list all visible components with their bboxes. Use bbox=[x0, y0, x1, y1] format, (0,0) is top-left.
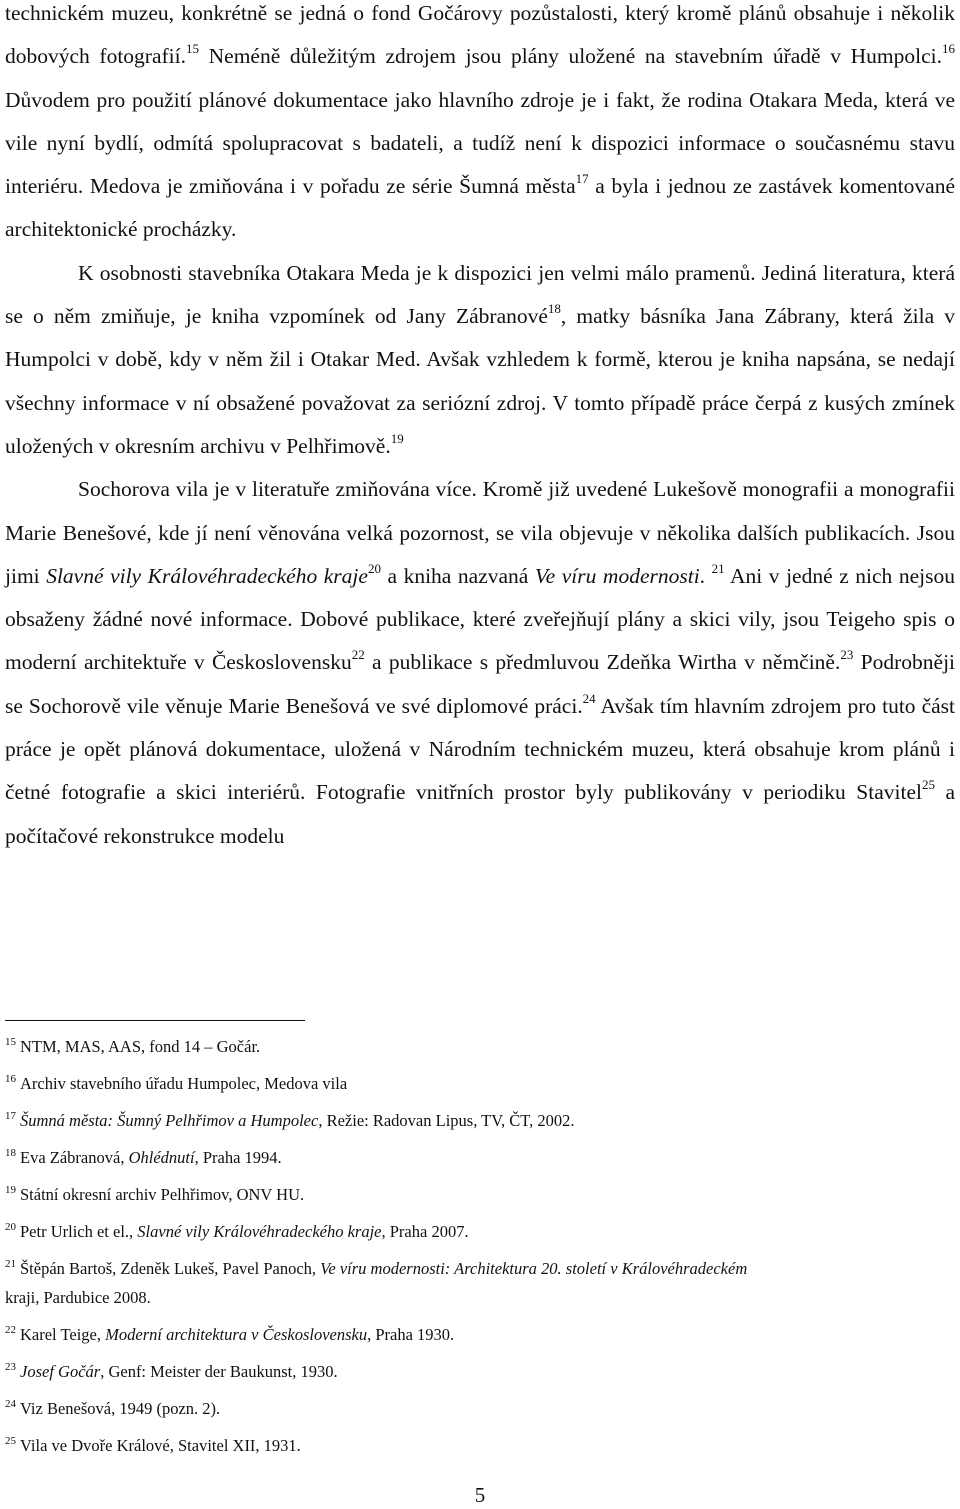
body-text bbox=[5, 0, 955, 858]
footnote-marker-19[interactable]: 19 bbox=[390, 430, 404, 446]
footnote-21-continuation: kraji, Pardubice 2008. bbox=[5, 1288, 151, 1307]
footnote-separator bbox=[5, 1020, 305, 1021]
footnote-marker-22[interactable]: 22 bbox=[351, 647, 365, 663]
footnote-18: $^{18}$ Eva Zábranová, Ohlédnutí, Praha 1994. bbox=[5, 1147, 282, 1167]
footnote-23: $^{23}$ Josef Gočár, Genf: Meister der Baukunst, 1930. bbox=[5, 1361, 338, 1381]
footnote-25: $^{25}$ Vila ve Dvoře Králové, Stavitel XII, 1931. bbox=[5, 1435, 301, 1455]
footnote-16: $^{16}$ Archiv stavebního úřadu Humpolec, Medova vila bbox=[5, 1073, 348, 1093]
footnote-24: $^{24}$ Viz Benešová, 1949 (pozn. 2). bbox=[5, 1398, 221, 1418]
page-number: 5 bbox=[474, 1483, 486, 1507]
footnote-marker-20[interactable]: 20 bbox=[367, 560, 381, 576]
footnote-marker-17[interactable]: 17 bbox=[575, 171, 589, 187]
footnote-marker-25[interactable]: 25 bbox=[921, 777, 935, 793]
paragraph-1: technickém muzeu, konkrétně se jedná o fond Gočárovy pozůstalosti, který kromě plánů obsahuje i několik dobových fotografií.$^{15}$ Neméně důležitým zdrojem jsou plány uložené na stavebním úřadě v Humpolci.$^{16}$ Důvodem pro použití plánové dokumentace jako hlavního zdroje je i fakt, že rodina Otakara Meda, která ve vile nyní bydlí, odmítá spolupracovat s badateli, a tudíž není k dispozici informace o současnému stavu interiéru. Medova je zmiňována i v pořadu ze série Šumná města$^{17}$ a byla i jednou ze zastávek komentované architektonické procházky. bbox=[5, 1, 955, 242]
footnote-marker-16[interactable]: 16 bbox=[941, 41, 955, 57]
book-title-ve-viru-modernosti: Ve víru modernosti bbox=[534, 563, 700, 588]
footnote-marker-21[interactable]: 21 bbox=[711, 560, 725, 576]
book-title-slavne-vily: Slavné vily Královéhradeckého kraje bbox=[46, 563, 368, 588]
footnotes bbox=[5, 1028, 955, 1464]
paragraph-2: K osobnosti stavebníka Otakara Meda je k dispozici jen velmi málo pramenů. Jediná literatura, která se o něm zmiňuje, je kniha vzpomínek od Jany Zábranové$^{18}$, matky básníka Jana Zábrany, která žila v Humpolci v době, kdy v něm žil i Otakar Med. Avšak vzhledem k formě, kterou je kniha napsána, se nedají všechny informace v ní obsažené považovat za seriózní zdroj. V tomto případě práce čerpá z kusých zmínek uložených v okresním archivu v Pelhřimově.$^{19}$ bbox=[5, 260, 955, 458]
footnote-20: $^{20}$ Petr Urlich et el., Slavné vily Královéhradeckého kraje, Praha 2007. bbox=[5, 1221, 469, 1241]
footnote-marker-15[interactable]: 15 bbox=[186, 41, 199, 57]
footnote-21: $^{21}$ Štěpán Bartoš, Zdeněk Lukeš, Pavel Panoch, Ve víru modernosti: Architektura 20. století v Královéhradeckém bbox=[5, 1258, 748, 1278]
footnote-17: $^{17}$ Šumná města: Šumný Pelhřimov a Humpolec, Režie: Radovan Lipus, TV, ČT, 2002. bbox=[5, 1110, 575, 1130]
footnote-marker-18[interactable]: 18 bbox=[547, 301, 561, 317]
footnote-19: $^{19}$ Státní okresní archiv Pelhřimov, ONV HU. bbox=[5, 1184, 305, 1204]
footnote-marker-24[interactable]: 24 bbox=[582, 690, 596, 706]
footnote-marker-23[interactable]: 23 bbox=[840, 647, 854, 663]
footnote-22: $^{22}$ Karel Teige, Moderní architektura v Československu, Praha 1930. bbox=[5, 1324, 455, 1344]
footnote-15: $^{15}$ NTM, MAS, AAS, fond 14 – Gočár. bbox=[5, 1036, 261, 1056]
paragraph-3: Sochorova vila je v literatuře zmiňována více. Kromě již uvedené Lukešově monografii a monografii Marie Benešové, kde jí není věnována velká pozornost, se vila objevuje v několika dalších publikacích. Jsou jimi Slavné vily Královéhradeckého kraje$^{20}$ a kniha nazvaná Ve víru modernosti. $^{21}$ Ani v jedné z nich nejsou obsaženy žádné nové informace. Dobové publikace, které zveřejňují plány a skici vily, jsou Teigeho spis o moderní architektuře v Československu$^{22}$ a publikace s předmluvou Zdeňka Wirtha v němčině.$^{23}$ Podrobněji se Sochorově vile věnuje Marie Benešová ve své diplomové práci.$^{24}$ Avšak tím hlavním zdrojem pro tuto část práce je opět plánová dokumentace, uložená v Národním technickém muzeu, která obsahuje krom plánů i četné fotografie a skici interiérů. Fotografie vnitřních prostor byly publikovány v periodiku Stavitel$^{25}$ a počítačové rekonstrukce modelu bbox=[5, 477, 956, 848]
